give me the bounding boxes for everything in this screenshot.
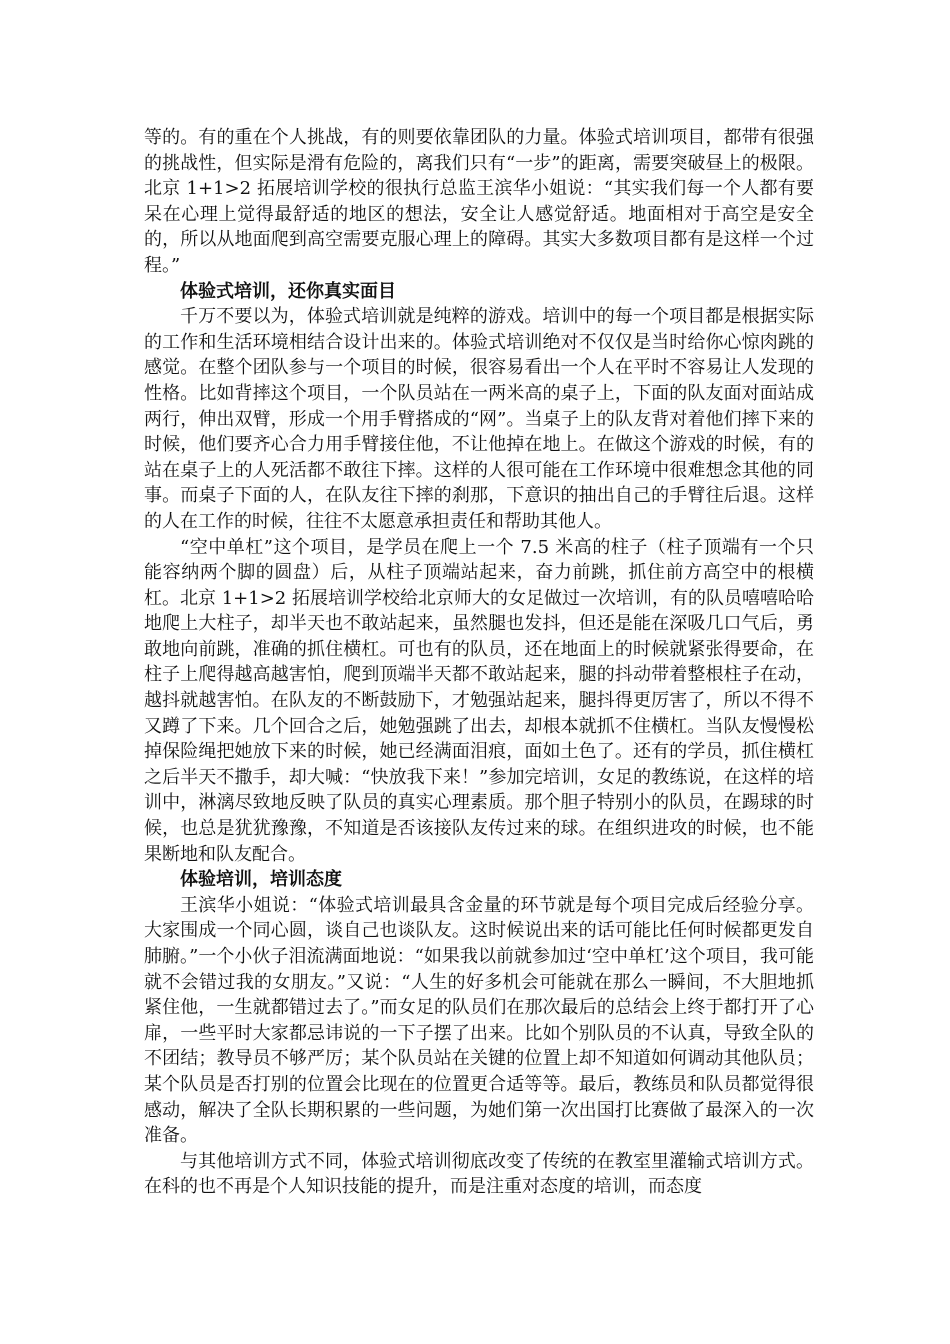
paragraph-difference: 与其他培训方式不同，体验式培训彻底改变了传统的在教室里灌输式培训方式。在科的也不再是个人知识技能的提升，而是注重对态度的培训，而态度 <box>144 1150 814 1198</box>
paragraph-not-just-game: 千万不要以为，体验式培训就是纯粹的游戏。培训中的每一个项目都是根据实际的工作和生活环境相结合设计出来的。体验式培训绝对不仅仅是当时给你心惊肉跳的感觉。在整个团队参与一个项目的时候，很容易看出一个人在平时不容易让人发现的性格。比如背摔这个项目，一个队员站在一两米高的桌子上，下面的队友面对面站成两行，伸出双臂，形成一个用手臂搭成的“网”。当桌子上的队友背对着他们摔下来的时候，他们要齐心合力用手臂接住他，不让他掉在地上。在做这个游戏的时候，有的站在桌子上的人死活都不敢往下摔。这样的人很可能在工作环境中很难想念其他的同事。而桌子下面的人，在队友往下摔的刹那，下意识的抽出自己的手臂往后退。这样的人在工作的时候，往往不太愿意承担责任和帮助其他人。 <box>144 306 814 532</box>
section-heading-attitude: 体验培训，培训态度 <box>180 869 342 891</box>
paragraph-continuation: 等的。有的重在个人挑战，有的则要依靠团队的力量。体验式培训项目，都带有很强的挑战性，但实际是滑有危险的，离我们只有“一步”的距离，需要突破昼上的极限。北京 1+1>2 拓展培训学校的很执行总监王滨华小姐说：“其实我们每一个人都有要呆在心理上觉得最舒适的地区的想法，安全让人感觉舒适。地面相对于高空是安全的，所以从地面爬到高空需要克服心理上的障碍。其实大多数项目都有是这样一个过程。” <box>144 127 814 276</box>
paragraph-high-bar: “空中单杠”这个项目，是学员在爬上一个 7.5 米高的柱子（柱子顶端有一个只能容纳两个脚的圆盘）后，从柱子顶端站起来，奋力前跳，抓住前方高空中的根横杠。北京 1+1>2 拓展培训学校给北京师大的女足做过一次培训，有的队员嘻嘻哈哈地爬上大柱子，却半天也不敢站起来，虽然腿也发抖，但还是能在深吸几口气后，勇敢地向前跳，准确的抓住横杠。可也有的队员，还在地面上的时候就紧张得要命，在柱子上爬得越高越害怕，爬到顶端半天都不敢站起来，腿的抖动带着整根柱子在动，越抖就越害怕。在队友的不断鼓励下，才勉强站起来，腿抖得更厉害了，所以不得不又蹲了下来。几个回合之后，她勉强跳了出去，却根本就抓不住横杠。当队友慢慢松掉保险绳把她放下来的时候，她已经满面泪痕，面如土色了。还有的学员，抓住横杠之后半天不撒手，却大喊：“快放我下来！”参加完培训，女足的教练说，在这样的培训中，淋漓尽致地反映了队员的真实心理素质。那个胆子特别小的队员，在踢球的时候，也总是犹犹豫豫，不知道是否该接队友传过来的球。在组织进攻的时候，也不能果断地和队友配合。 <box>144 536 814 865</box>
document-body <box>144 125 814 1200</box>
paragraph-experience-sharing: 王滨华小姐说：“体验式培训最具含金量的环节就是每个项目完成后经验分享。大家围成一个同心圆，谈自己也谈队友。这时候说出来的话可能比任何时候都更发自肺腑。”一个小伙子泪流满面地说：“如果我以前就参加过‘空中单杠’这个项目，我可能就不会错过我的女朋友。”又说：“人生的好多机会可能就在那么一瞬间，不大胆地抓紧住他，一生就都错过去了。”而女足的队员们在那次最后的总结会上终于都打开了心扉，一些平时大家都忌讳说的一下子摆了出来。比如个别队员的不认真，导致全队的不团结；教导员不够严厉；某个队员站在关键的位置上却不知道如何调动其他队员；某个队员是否打别的位置会比现在的位置更合适等等。最后，教练员和队员都觉得很感动，解决了全队长期积累的一些问题，为她们第一次出国打比赛做了最深入的一次准备。 <box>144 894 814 1147</box>
section-heading-true-face: 体验式培训，还你真实面目 <box>180 280 396 302</box>
